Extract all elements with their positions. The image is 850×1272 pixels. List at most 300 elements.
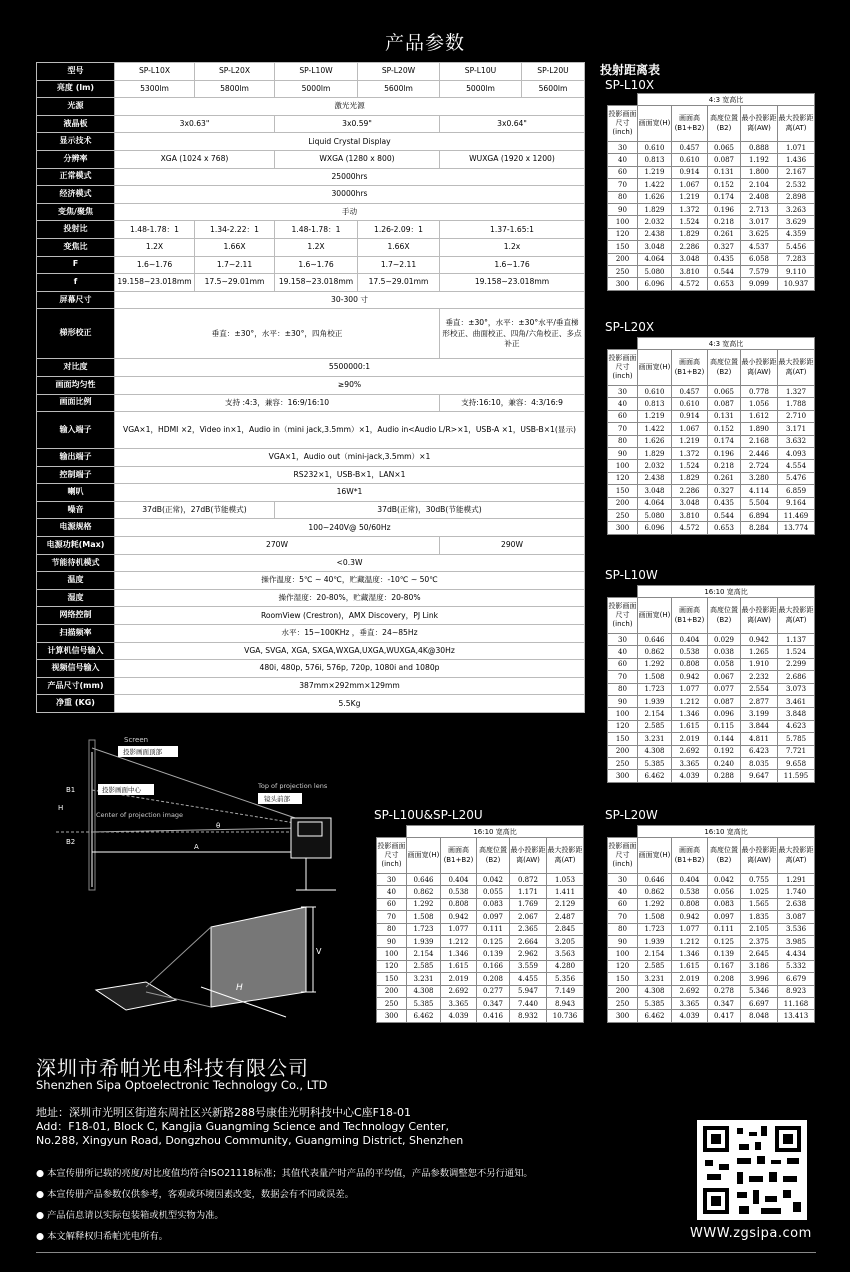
table-cell: 1.292 [638, 898, 672, 910]
table-cell: 1.769 [510, 898, 547, 910]
table-cell: 90 [608, 447, 638, 459]
spec-label: 计算机信号输入 [37, 642, 115, 660]
column-header: 最小投影距离(AW) [741, 838, 778, 874]
spec-value: 5300lm [115, 80, 195, 98]
table-cell: 1.723 [638, 923, 672, 935]
table-cell: 4.064 [638, 253, 672, 265]
table-cell: 11.168 [778, 997, 815, 1009]
spec-value: 垂直：±30°，水平：±30°水平/垂直梯形校正、曲面校正、四角/六角校正、多点补正 [440, 309, 585, 359]
table-cell: 2.724 [741, 460, 778, 472]
table-cell: 0.813 [638, 398, 672, 410]
table-cell: 3.629 [778, 216, 815, 228]
table-cell: 6.423 [741, 745, 778, 757]
table-cell: 1.626 [638, 435, 672, 447]
table-cell: 1.292 [638, 658, 672, 670]
spec-row [37, 695, 585, 713]
table-cell: 0.208 [708, 973, 741, 985]
table-cell: 2.845 [547, 923, 584, 935]
spec-label: 输出端子 [37, 449, 115, 467]
table-cell: 0.778 [741, 386, 778, 398]
table-row [377, 874, 584, 886]
table-cell: 1.137 [778, 634, 815, 646]
table-cell: 0.096 [708, 708, 741, 720]
table-cell: 2.019 [441, 973, 477, 985]
table-cell: 2.877 [741, 695, 778, 707]
spec-row [37, 115, 585, 133]
diagram-lens-en: Top of projection lens [258, 782, 328, 790]
column-header: 最大投影距离(AT) [778, 106, 815, 142]
table-cell: 0.457 [672, 386, 708, 398]
spec-value: Liquid Crystal Display [115, 133, 585, 151]
table-cell: 0.457 [672, 142, 708, 154]
table-cell: 150 [377, 973, 407, 985]
table-cell: 0.942 [441, 911, 477, 923]
table-cell: 0.435 [708, 253, 741, 265]
table-cell: 3.186 [741, 960, 778, 972]
spec-label: 亮度 (lm) [37, 80, 115, 98]
spec-row [37, 412, 585, 449]
column-header: 画面宽(H) [638, 598, 672, 634]
table-cell: 4.039 [672, 1010, 708, 1022]
table-cell: 3.017 [741, 216, 778, 228]
table-cell: 4.308 [638, 985, 672, 997]
spec-value: SP-L10U [440, 63, 522, 81]
table-cell: 0.067 [708, 671, 741, 683]
spec-value: 19.158~23.018mm [275, 274, 358, 292]
table-cell: 4.455 [510, 973, 547, 985]
table-cell: 3.171 [778, 423, 815, 435]
table-cell: 60 [608, 658, 638, 670]
table-cell: 5.947 [510, 985, 547, 997]
table-cell: 0.646 [407, 874, 441, 886]
table-cell: 200 [377, 985, 407, 997]
table-cell: 120 [377, 960, 407, 972]
table-cell: 5.385 [638, 757, 672, 769]
table-cell: 0.416 [477, 1010, 510, 1022]
column-header: 投影画面尺寸(inch) [608, 838, 638, 874]
spec-value: 3x0.59" [275, 115, 440, 133]
table-cell: 1.372 [672, 203, 708, 215]
table-cell: 8.923 [778, 985, 815, 997]
spec-value: 5600lm [358, 80, 440, 98]
table-cell: 0.174 [708, 191, 741, 203]
distance-table [607, 93, 815, 291]
table-cell: 0.167 [708, 960, 741, 972]
spec-label: 屏幕尺寸 [37, 291, 115, 309]
table-cell: 5.332 [778, 960, 815, 972]
table-cell: 1.939 [638, 935, 672, 947]
table-row [608, 973, 815, 985]
table-cell: 0.862 [638, 646, 672, 658]
table-cell: 4.064 [638, 497, 672, 509]
table-cell: 0.125 [477, 935, 510, 947]
table-cell: 3.048 [672, 497, 708, 509]
distance-table [607, 585, 815, 783]
table-cell: 4.308 [638, 745, 672, 757]
table-row [608, 960, 815, 972]
table-row [608, 191, 815, 203]
spec-row [37, 466, 585, 484]
spec-row [37, 519, 585, 537]
table-cell: 0.544 [708, 265, 741, 277]
table-cell: 100 [377, 948, 407, 960]
table-cell: 3.231 [407, 973, 441, 985]
table-cell: 0.115 [708, 720, 741, 732]
table-cell: 0.139 [708, 948, 741, 960]
table-cell: 90 [377, 935, 407, 947]
spec-value: 1.7~2.11 [195, 256, 275, 274]
table-cell: 5.385 [638, 997, 672, 1009]
table-cell: 6.462 [638, 770, 672, 782]
spec-value: ≥90% [115, 376, 585, 394]
spec-value: 操作温度：5℃ ~ 40℃，贮藏温度：-10℃ ~ 50℃ [115, 572, 585, 590]
table-cell: 4.434 [778, 948, 815, 960]
column-header: 高度位置(B2) [708, 350, 741, 386]
table-cell: 0.942 [672, 911, 708, 923]
table-cell: 2.299 [778, 658, 815, 670]
table-cell: 0.404 [672, 874, 708, 886]
table-cell: 0.087 [708, 154, 741, 166]
spec-row [37, 221, 585, 239]
table-cell: 1.219 [672, 191, 708, 203]
table-cell: 30 [608, 142, 638, 154]
note-item: ● 产品信息请以实际包装箱或机型实物为准。 [36, 1210, 224, 1221]
spec-value: 290W [440, 537, 585, 555]
table-cell: 0.404 [672, 634, 708, 646]
address-cn: 地址：深圳市光明区街道东周社区兴新路288号康佳光明科技中心C座F18-01 [36, 1106, 411, 1119]
table-cell: 0.077 [708, 683, 741, 695]
table-cell: 3.365 [672, 997, 708, 1009]
spec-value: 激光光源 [115, 98, 585, 116]
table-cell: 11.595 [778, 770, 815, 782]
table-cell: 7.721 [778, 745, 815, 757]
spec-label: 控制端子 [37, 466, 115, 484]
table-cell: 1.212 [672, 935, 708, 947]
spec-value: 37dB(正常)，30dB(节能模式) [275, 501, 585, 519]
column-header: 画面宽(H) [638, 350, 672, 386]
table-row [608, 874, 815, 886]
table-row [608, 460, 815, 472]
spec-value: 3x0.63" [115, 115, 275, 133]
table-row [608, 166, 815, 178]
table-cell: 0.087 [708, 398, 741, 410]
column-header: 画面宽(H) [638, 838, 672, 874]
table-cell: 0.042 [477, 874, 510, 886]
diagram-h: H [58, 804, 64, 812]
table-cell: 2.286 [672, 485, 708, 497]
table-cell: 300 [608, 278, 638, 290]
spec-value: 5000lm [440, 80, 522, 98]
spec-label: 分辨率 [37, 150, 115, 168]
column-header: 高度位置(B2) [708, 598, 741, 634]
spec-value: XGA (1024 x 768) [115, 150, 275, 168]
spec-value: 5.5Kg [115, 695, 585, 713]
table-cell: 2.286 [672, 241, 708, 253]
spec-row [37, 484, 585, 502]
table-cell: 3.536 [778, 923, 815, 935]
address-en-line2: No.288, Xingyun Road, Dongzhou Community, Guangming District, Shenzhen [36, 1134, 464, 1147]
spec-value: 3x0.64" [440, 115, 585, 133]
table-cell: 4.039 [672, 770, 708, 782]
spec-label: 噪音 [37, 501, 115, 519]
table-cell: 0.152 [708, 423, 741, 435]
table-cell: 1.829 [638, 447, 672, 459]
aspect-ratio-label: 4:3 宽高比 [638, 94, 815, 106]
table-cell: 2.105 [741, 923, 778, 935]
table-cell: 1.346 [441, 948, 477, 960]
table-row [608, 142, 815, 154]
table-cell: 5.785 [778, 733, 815, 745]
aspect-ratio-label: 4:3 宽高比 [638, 338, 815, 350]
table-cell: 300 [608, 1010, 638, 1022]
table-cell: 1.372 [672, 447, 708, 459]
diagram-v: V [316, 947, 322, 956]
table-cell: 1.422 [638, 179, 672, 191]
table-cell: 0.347 [708, 997, 741, 1009]
table-cell: 1.053 [547, 874, 584, 886]
spec-value: 30000hrs [115, 186, 585, 204]
table-cell: 4.554 [778, 460, 815, 472]
table-cell: 4.093 [778, 447, 815, 459]
table-cell: 0.942 [741, 634, 778, 646]
table-row [608, 745, 815, 757]
table-cell: 0.097 [708, 911, 741, 923]
distance-table-title: SP-L20X [605, 320, 655, 334]
spec-value: SP-L20U [522, 63, 585, 81]
table-cell: 1.067 [672, 423, 708, 435]
table-cell: 3.625 [741, 228, 778, 240]
diagram-b1: B1 [66, 786, 76, 794]
table-row [608, 646, 815, 658]
spec-value: 1.2x [440, 238, 585, 256]
spec-value: 17.5~29.01mm [195, 274, 275, 292]
table-cell: 1.219 [638, 410, 672, 422]
distance-heading: 投射距离表 [600, 63, 661, 77]
column-header: 投影画面尺寸(inch) [608, 350, 638, 386]
table-row [608, 923, 815, 935]
table-cell: 0.610 [672, 154, 708, 166]
table-cell: 0.327 [708, 485, 741, 497]
table-cell: 0.653 [708, 522, 741, 534]
table-row [608, 985, 815, 997]
spec-label: 液晶板 [37, 115, 115, 133]
spec-value: 5800lm [195, 80, 275, 98]
table-row [608, 386, 815, 398]
table-cell: 3.087 [778, 911, 815, 923]
diagram-center-en: Center of projection image [96, 811, 184, 819]
distance-table-title: SP-L20W [605, 808, 658, 822]
spec-row [37, 589, 585, 607]
table-cell: 4.572 [672, 278, 708, 290]
spec-label: 电源规格 [37, 519, 115, 537]
table-row [608, 671, 815, 683]
table-cell: 13.774 [778, 522, 815, 534]
table-cell: 80 [608, 435, 638, 447]
table-cell: 60 [608, 410, 638, 422]
spec-row [37, 238, 585, 256]
table-cell: 0.097 [477, 911, 510, 923]
table-cell: 0.196 [708, 447, 741, 459]
table-cell: 1.411 [547, 886, 584, 898]
table-cell: 0.862 [407, 886, 441, 898]
table-cell: 1.212 [441, 935, 477, 947]
spec-value: 1.6~1.76 [115, 256, 195, 274]
spec-row [37, 642, 585, 660]
table-cell: 0.029 [708, 634, 741, 646]
column-header: 画面宽(H) [407, 838, 441, 874]
table-cell: 60 [608, 166, 638, 178]
spec-label: 温度 [37, 572, 115, 590]
table-row [608, 997, 815, 1009]
spec-value: 1.66X [195, 238, 275, 256]
note-item: ● 本宣传册所记载的亮度/对比度值均符合ISO21118标准；其值代表量产时产品的平均值，产品参数调整恕不另行通知。 [36, 1168, 533, 1179]
table-cell: 1.800 [741, 166, 778, 178]
table-cell: 2.019 [672, 733, 708, 745]
table-cell: 150 [608, 733, 638, 745]
table-cell: 4.623 [778, 720, 815, 732]
table-cell: 6.096 [638, 278, 672, 290]
table-cell: 1.077 [672, 683, 708, 695]
spec-label: 画面比例 [37, 394, 115, 412]
table-cell: 0.435 [708, 497, 741, 509]
table-cell: 2.710 [778, 410, 815, 422]
table-cell: 0.347 [477, 997, 510, 1009]
spec-row [37, 150, 585, 168]
table-cell: 1.615 [672, 960, 708, 972]
column-header: 画面高(B1+B2) [441, 838, 477, 874]
diagram-screen-top: 投影画面顶部 [123, 748, 162, 756]
spec-value: 支持:16:10，兼容：4:3/16:9 [440, 394, 585, 412]
table-cell: 1.835 [741, 911, 778, 923]
table-cell: 30 [608, 874, 638, 886]
spec-label: 梯形校正 [37, 309, 115, 359]
spec-value: 16W*1 [115, 484, 585, 502]
table-cell: 1.939 [407, 935, 441, 947]
table-cell: 0.131 [708, 410, 741, 422]
spec-value: RoomView (Crestron)，AMX Discovery，PJ Link [115, 607, 585, 625]
table-cell: 40 [608, 154, 638, 166]
spec-row [37, 625, 585, 643]
table-cell: 120 [608, 472, 638, 484]
table-cell: 3.263 [778, 203, 815, 215]
table-row [608, 733, 815, 745]
table-cell: 1.219 [638, 166, 672, 178]
table-cell: 0.139 [477, 948, 510, 960]
table-row [608, 1010, 815, 1022]
table-cell: 4.039 [441, 1010, 477, 1022]
table-cell: 0.914 [672, 166, 708, 178]
website-url[interactable]: WWW.zgsipa.com [690, 1226, 812, 1241]
table-cell: 2.692 [672, 745, 708, 757]
table-row [608, 447, 815, 459]
table-cell: 6.894 [741, 509, 778, 521]
table-cell: 1.615 [672, 720, 708, 732]
table-cell: 0.131 [708, 166, 741, 178]
table-cell: 0.055 [477, 886, 510, 898]
spec-label: 显示技术 [37, 133, 115, 151]
spec-row [37, 554, 585, 572]
table-cell: 2.645 [741, 948, 778, 960]
table-cell: 80 [377, 923, 407, 935]
column-header: 投影画面尺寸(inch) [608, 106, 638, 142]
spec-row [37, 449, 585, 467]
table-cell: 1.723 [638, 683, 672, 695]
table-cell: 7.283 [778, 253, 815, 265]
table-cell: 150 [608, 485, 638, 497]
address-en-line1: Add：F18-01, Block C, Kangjia Guangming Science and Technology Center, [36, 1120, 449, 1133]
spec-label: 净重 (KG) [37, 695, 115, 713]
spec-label: 变焦/聚焦 [37, 203, 115, 221]
table-cell: 200 [608, 985, 638, 997]
table-cell: 0.144 [708, 733, 741, 745]
column-header: 高度位置(B2) [477, 838, 510, 874]
table-cell: 1.265 [741, 646, 778, 658]
diagram-lens-cn: 镜头前部 [264, 795, 290, 803]
aspect-ratio-label: 16:10 宽高比 [638, 826, 815, 838]
table-cell: 70 [608, 671, 638, 683]
table-row [608, 509, 815, 521]
spec-label: 投射比 [37, 221, 115, 239]
spec-value: SP-L10X [115, 63, 195, 81]
table-cell: 200 [608, 253, 638, 265]
table-cell: 3.280 [741, 472, 778, 484]
table-cell: 2.129 [547, 898, 584, 910]
column-header: 投影画面尺寸(inch) [608, 598, 638, 634]
spec-value: 1.37-1.65:1 [440, 221, 585, 239]
table-row [608, 179, 815, 191]
spec-row [37, 63, 585, 81]
table-cell: 1.829 [672, 472, 708, 484]
spec-value: 1.2X [275, 238, 358, 256]
diagram-theta: θ [216, 822, 221, 830]
table-cell: 1.077 [672, 923, 708, 935]
table-row [377, 923, 584, 935]
spec-row [37, 203, 585, 221]
table-cell: 1.508 [638, 911, 672, 923]
table-cell: 2.032 [638, 460, 672, 472]
table-row [377, 1010, 584, 1022]
column-header: 高度位置(B2) [708, 106, 741, 142]
table-cell: 1.212 [672, 695, 708, 707]
table-cell: 9.110 [778, 265, 815, 277]
table-row [608, 720, 815, 732]
table-cell: 0.610 [638, 142, 672, 154]
table-cell: 0.610 [638, 386, 672, 398]
table-cell: 2.898 [778, 191, 815, 203]
table-cell: 80 [608, 683, 638, 695]
table-cell: 300 [377, 1010, 407, 1022]
table-cell: 0.261 [708, 228, 741, 240]
table-row [377, 960, 584, 972]
table-row [608, 241, 815, 253]
table-cell: 5.456 [778, 241, 815, 253]
spec-label: 对比度 [37, 359, 115, 377]
table-cell: 3.048 [638, 485, 672, 497]
table-row [608, 228, 815, 240]
table-cell: 250 [608, 997, 638, 1009]
spec-value: 1.6~1.76 [440, 256, 585, 274]
table-cell: 1.939 [638, 695, 672, 707]
table-cell: 80 [608, 923, 638, 935]
table-cell: 0.888 [741, 142, 778, 154]
table-cell: 1.056 [741, 398, 778, 410]
table-cell: 0.942 [672, 671, 708, 683]
spec-label: 扫描频率 [37, 625, 115, 643]
table-cell: 4.537 [741, 241, 778, 253]
table-cell: 7.149 [547, 985, 584, 997]
table-cell: 3.559 [510, 960, 547, 972]
table-cell: 2.692 [672, 985, 708, 997]
